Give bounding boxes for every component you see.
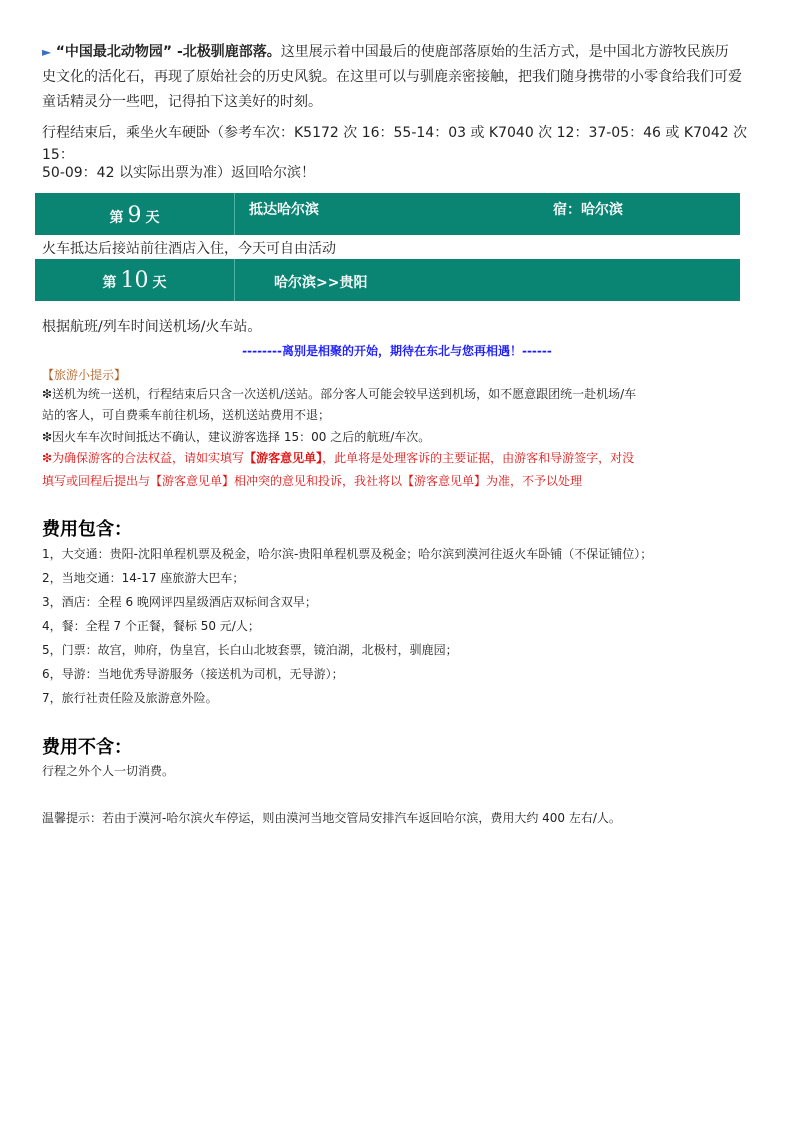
day10-suffix: 天 bbox=[152, 275, 167, 291]
tip-1b: 站的客人，可自费乘车前往机场，送机送站费用不退； bbox=[42, 408, 331, 422]
day9-header bbox=[35, 193, 740, 235]
day9-number: 9 bbox=[127, 203, 142, 228]
included-list bbox=[42, 542, 762, 710]
bullet-arrow-icon: ► bbox=[42, 45, 52, 59]
day10-prefix: 第 bbox=[102, 275, 117, 291]
day10-number: 10 bbox=[120, 268, 149, 293]
included-item: 2，当地交通：14-17 座旅游大巴车； bbox=[42, 571, 245, 585]
tip-3a-pre: ❇为确保游客的合法权益，请如实填写 bbox=[42, 451, 245, 465]
day9-suffix: 天 bbox=[145, 210, 160, 226]
train-info-line2: 50-09：42 以实际出票为准）返回哈尔滨！ bbox=[42, 165, 315, 181]
included-item: 4，餐：全程 7 个正餐，餐标 50 元/人； bbox=[42, 619, 260, 633]
excluded-text: 行程之外个人一切消费。 bbox=[42, 764, 175, 778]
day9-stay: 宿：哈尔滨 bbox=[553, 202, 623, 218]
day9-label bbox=[35, 203, 234, 228]
day9-description: 火车抵达后接站前往酒店入住，今天可自由活动 bbox=[42, 241, 336, 257]
intro-paragraph bbox=[42, 40, 742, 115]
day10-label bbox=[35, 268, 234, 293]
day10-route: 哈尔滨>>贵阳 bbox=[274, 275, 368, 291]
included-item: 1，大交通：贵阳-沈阳单程机票及税金，哈尔滨-贵阳单程机票及税金；哈尔滨到漠河往返火车卧铺（不保证铺位）； bbox=[42, 547, 653, 561]
included-item: 6，导游：当地优秀导游服务（接送机为司机，无导游）； bbox=[42, 667, 344, 681]
included-item: 7，旅行社责任险及旅游意外险。 bbox=[42, 691, 218, 705]
tip-3a bbox=[42, 447, 762, 469]
intro-text: 这里展示着中国最后的使鹿部落原始的生活方式，是中国北方游牧民族历史文化的活化石，再现了原始社会的历史风貌。在这里可以与驯鹿亲密接触，把我们随身携带的小零食给我们可爱童话精灵分一些吧，记得拍下这美好的时刻。 bbox=[42, 44, 742, 110]
tips-heading: 【旅游小提示】 bbox=[42, 368, 127, 382]
included-item: 5，门票：故宫，帅府，伪皇宫，长白山北坡套票，镜泊湖，北极村，驯鹿园； bbox=[42, 643, 458, 657]
farewell-line: --------离别是相聚的开始，期待在东北与您再相遇！------ bbox=[242, 344, 552, 358]
tip-3a-post: ，此单将是处理客诉的主要证据，由游客和导游签字，对没 bbox=[322, 451, 635, 465]
day9-route: 抵达哈尔滨 bbox=[249, 202, 319, 218]
warm-note: 温馨提示：若由于漠河-哈尔滨火车停运，则由漠河当地交管局安排汽车返回哈尔滨，费用大约 400 左右/人。 bbox=[42, 811, 621, 825]
tip-1a: ❇送机为统一送机，行程结束后只含一次送机/送站。部分客人可能会较早送到机场，如不愿意跟团统一赴机场/车 bbox=[42, 387, 637, 401]
included-item: 3，酒店：全程 6 晚网评四星级酒店双标间含双早； bbox=[42, 595, 317, 609]
included-heading: 费用包含： bbox=[42, 519, 132, 540]
day10-description: 根据航班/列车时间送机场/火车站。 bbox=[42, 319, 262, 335]
day9-prefix: 第 bbox=[109, 210, 124, 226]
intro-highlight: “中国最北动物园” -北极驯鹿部落。 bbox=[55, 44, 281, 60]
tip-2: ❇因火车车次时间抵达不确认，建议游客选择 15：00 之后的航班/车次。 bbox=[42, 430, 431, 444]
tip-3b: 填写或回程后提出与【游客意见单】相冲突的意见和投诉，我社将以【游客意见单】为准，不予以处理 bbox=[42, 474, 583, 488]
excluded-heading: 费用不含： bbox=[42, 737, 132, 758]
day10-header bbox=[35, 259, 740, 301]
train-info-line1: 行程结束后，乘坐火车硬卧（参考车次：K5172 次 16：55-14：03 或 K7040 次 12：37-05：46 或 K7042 次 15： bbox=[42, 125, 748, 163]
tip-3a-bold: 【游客意见单】 bbox=[244, 451, 323, 465]
